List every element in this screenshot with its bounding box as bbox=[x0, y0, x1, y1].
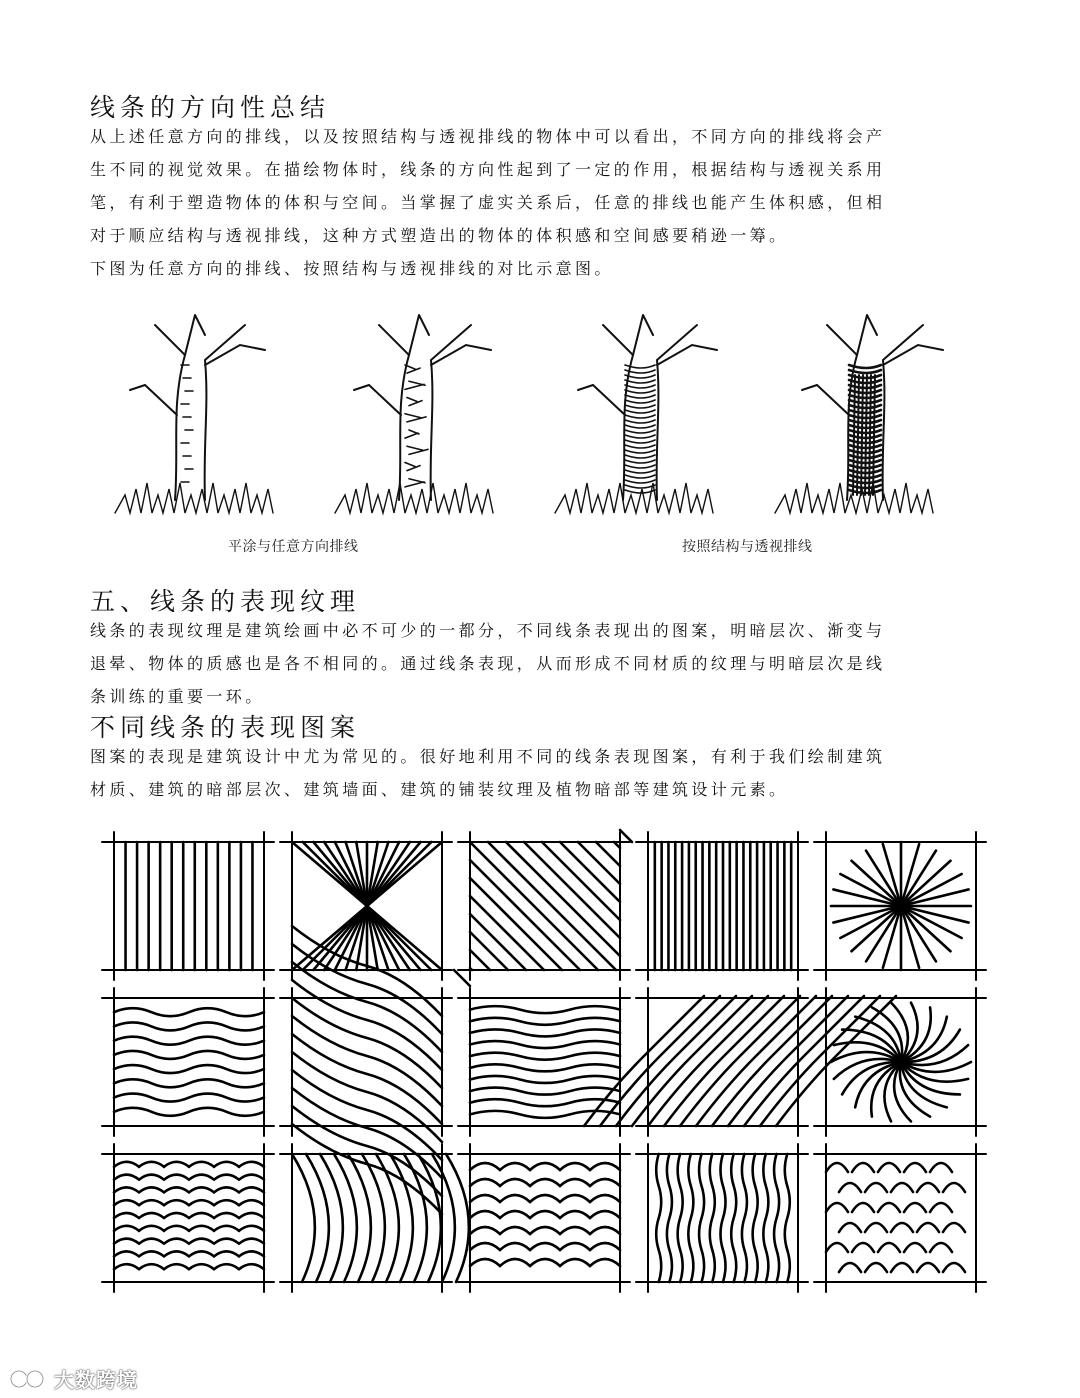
paragraph-line: 生不同的视觉效果。在描绘物体时，线条的方向性起到了一定的作用，根据结构与透视关系用 bbox=[90, 160, 886, 179]
section-paragraph-texture bbox=[90, 614, 1000, 713]
pattern-radial-burst bbox=[814, 832, 986, 980]
pattern-stacked-waves bbox=[458, 988, 630, 1136]
paragraph-line: 材质、建筑的暗部层次、建筑墙面、建筑的铺装纹理及植物暗部等建筑设计元素。 bbox=[90, 780, 789, 799]
tree-hatching-figure bbox=[95, 295, 975, 565]
pattern-curved-diagonal bbox=[584, 988, 896, 1136]
pattern-arch-rows bbox=[458, 1144, 630, 1292]
tree-drawing-random bbox=[335, 315, 493, 513]
paragraph-line: 对于顺应结构与透视排线，这种方式塑造出的物体的体积感和空间感要稍逊一筹。 bbox=[90, 226, 789, 245]
watermark bbox=[8, 1364, 138, 1393]
pattern-diagonal-lines bbox=[454, 830, 632, 986]
pattern-dense-vertical bbox=[636, 832, 808, 980]
paragraph-line: 退晕、物体的质感也是各不相同的。通过线条表现，从而形成不同材质的纹理与明暗层次是线 bbox=[90, 654, 886, 673]
section-paragraph-direction bbox=[90, 120, 1000, 285]
paragraph-line: 从上述任意方向的排线，以及按照结构与透视排线的物体中可以看出，不同方向的排线将会产 bbox=[90, 127, 886, 146]
section-title-patterns: 不同线条的表现图案 bbox=[90, 713, 361, 742]
pattern-fan-lines bbox=[280, 832, 452, 980]
watermark-text: 大数跨境 bbox=[54, 1368, 138, 1392]
paragraph-line: 条训练的重要一环。 bbox=[90, 687, 265, 706]
paragraph-line: 下图为任意方向的排线、按照结构与透视排线的对比示意图。 bbox=[90, 259, 614, 278]
pattern-spiral-burst bbox=[814, 988, 986, 1136]
pattern-fish-scales bbox=[814, 1144, 986, 1292]
caption-structure-hatching: 按照结构与透视排线 bbox=[682, 539, 813, 555]
section-paragraph-patterns bbox=[90, 740, 1000, 806]
section-title-direction: 线条的方向性总结 bbox=[90, 93, 331, 122]
paragraph-line: 线条的表现纹理是建筑绘画中必不可少的一都分，不同线条表现出的图案，明暗层次、渐变与 bbox=[90, 621, 886, 640]
pattern-scallop-rows bbox=[102, 1144, 274, 1292]
section-title-texture: 五、线条的表现纹理 bbox=[90, 587, 361, 616]
paragraph-line: 图案的表现是建筑设计中尤为常见的。很好地利用不同的线条表现图案，有利于我们绘制建筑 bbox=[90, 747, 886, 766]
tree-drawing-perspective bbox=[775, 315, 943, 513]
pattern-vertical-lines bbox=[102, 832, 274, 980]
tree-drawing-flat bbox=[115, 315, 273, 513]
logo-icon bbox=[8, 1368, 48, 1390]
pattern-horizontal-waves bbox=[102, 988, 274, 1136]
line-pattern-grid bbox=[100, 828, 990, 1298]
tree-drawing-structure bbox=[555, 315, 717, 513]
pattern-vertical-waves bbox=[636, 1144, 808, 1292]
caption-random-hatching: 平涂与任意方向排线 bbox=[228, 539, 359, 555]
paragraph-line: 笔，有利于塑造物体的体积与空间。当掌握了虚实关系后，任意的排线也能产生体积感，但相 bbox=[90, 193, 886, 212]
